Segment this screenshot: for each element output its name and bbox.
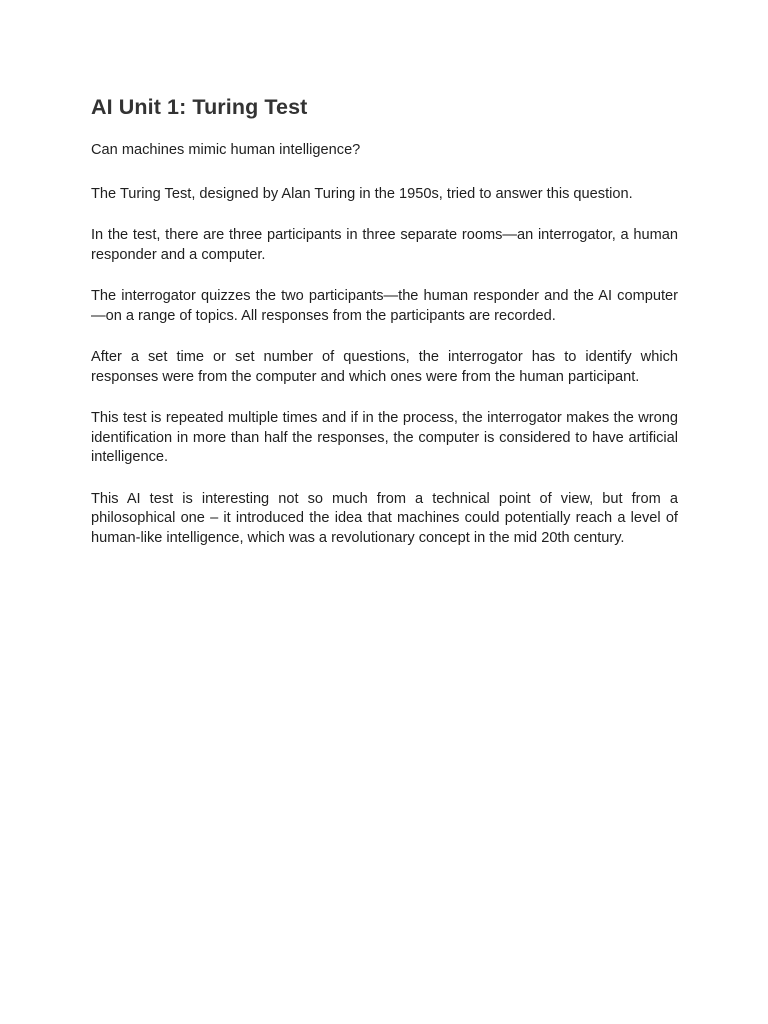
paragraph-repetition: This test is repeated multiple times and if in the process, the interrogator makes the wrong identification in more than half the responses, the computer is considered to have artificial intelligence.: [91, 410, 678, 465]
paragraph-question: Can machines mimic human intelligence?: [91, 142, 361, 158]
paragraph-interrogation: The interrogator quizzes the two participants—the human responder and the AI computer—on a range of topics. All responses from the participants are recorded.: [91, 288, 678, 324]
paragraph-participants: In the test, there are three participants in three separate rooms—an interrogator, a human responder and a computer.: [91, 227, 678, 263]
paragraph-philosophy: This AI test is interesting not so much from a technical point of view, but from a philosophical one – it introduced the idea that machines could potentially reach a level of human-like intelligence, which was a revolutionary concept in the mid 20th century.: [91, 490, 678, 546]
paragraph-turing-test-intro: The Turing Test, designed by Alan Turing in the 1950s, tried to answer this question.: [91, 185, 633, 202]
page-title: AI Unit 1: Turing Test: [91, 95, 308, 119]
paragraph-identification: After a set time or set number of questions, the interrogator has to identify which responses were from the computer and which ones were from the human participant.: [91, 349, 678, 385]
document-page: [91, 93, 678, 570]
